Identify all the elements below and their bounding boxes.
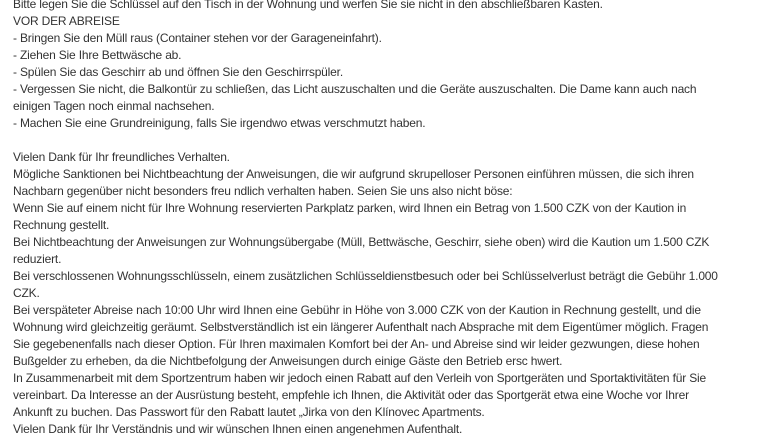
text-line: Bitte legen Sie die Schlüssel auf den Tisch in der Wohnung und werfen Sie sie nicht in den abschließbaren Kasten. xyxy=(13,0,603,11)
text-line: Mögliche Sanktionen bei Nichtbeachtung der Anweisungen, die wir aufgrund skrupelloser Personen einführen müssen, die sich ihren xyxy=(13,167,694,181)
text-line: Bei verspäteter Abreise nach 10:00 Uhr wird Ihnen eine Gebühr in Höhe von 3.000 CZK von der Kaution in Rechnung gestellt, und die xyxy=(13,303,701,317)
text-line: Bei Nichtbeachtung der Anweisungen zur Wohnungsübergabe (Müll, Bettwäsche, Geschirr, siehe oben) wird die Kaution um 1.500 CZK xyxy=(13,235,710,249)
text-line: reduziert. xyxy=(13,252,62,266)
text-line: CZK. xyxy=(13,286,40,300)
text-line-blank xyxy=(13,132,758,149)
text-line: Bei verschlossenen Wohnungsschlüsseln, einem zusätzlichen Schlüsseldienstbesuch oder bei Schlüsselverlust beträgt die Gebühr 1.000 xyxy=(13,269,718,283)
text-line: Vielen Dank für Ihr freundliches Verhalten. xyxy=(13,150,230,164)
text-line: Wenn Sie auf einem nicht für Ihre Wohnung reservierten Parkplatz parken, wird Ihnen ein Betrag von 1.500 CZK von der Kaution in xyxy=(13,201,687,215)
text-line: Rechnung gestellt. xyxy=(13,218,110,232)
text-line: - Ziehen Sie Ihre Bettwäsche ab. xyxy=(13,48,182,62)
text-line: - Spülen Sie das Geschirr ab und öffnen Sie den Geschirrspüler. xyxy=(13,65,343,79)
text-line: einigen Tagen noch einmal nachsehen. xyxy=(13,99,215,113)
text-line: Nachbarn gegenüber nicht besonders freu ndlich verhalten haben. Seien Sie uns also nicht böse: xyxy=(13,184,513,198)
text-line: VOR DER ABREISE xyxy=(13,14,120,28)
text-line: - Bringen Sie den Müll raus (Container stehen vor der Garageneinfahrt). xyxy=(13,31,382,45)
text-line: Vielen Dank für Ihr Verständnis und wir wünschen Ihnen einen angenehmen Aufenthalt. xyxy=(13,422,463,436)
text-line: - Vergessen Sie nicht, die Balkontür zu schließen, das Licht auszuschalten und die Geräte auszuschalten. Die Dame kann auch nach xyxy=(13,82,697,96)
text-line: Sie gegebenenfalls nach dieser Option. Für Ihren maximalen Komfort bei der An- und Abreise sind wir leider gezwungen, diese hohen xyxy=(13,337,700,351)
text-line: Bußgelder zu erheben, da die Nichtbefolgung der Anweisungen durch einige Gäste den Betrieb ersc hwert. xyxy=(13,354,563,368)
text-line: Ankunft zu buchen. Das Passwort für den Rabatt lautet „Jirka von den Klínovec Apartments. xyxy=(13,405,485,419)
text-line: - Machen Sie eine Grundreinigung, falls Sie irgendwo etwas verschmutzt haben. xyxy=(13,116,426,130)
text-line: In Zusammenarbeit mit dem Sportzentrum haben wir jedoch einen Rabatt auf den Verleih von Sportgeräten und Sportaktivitäten für Sie xyxy=(13,371,707,385)
text-line: Wohnung wird gleichzeitig geräumt. Selbstverständlich ist ein längerer Aufenthalt nach Absprache mit dem Eigentümer möglich. Fragen xyxy=(13,320,709,334)
text-line: vereinbart. Da Interesse an der Ausrüstung besteht, empfehle ich Ihnen, die Aktivität oder das Sportgerät etwa eine Woche vor Ihrer xyxy=(13,388,689,402)
